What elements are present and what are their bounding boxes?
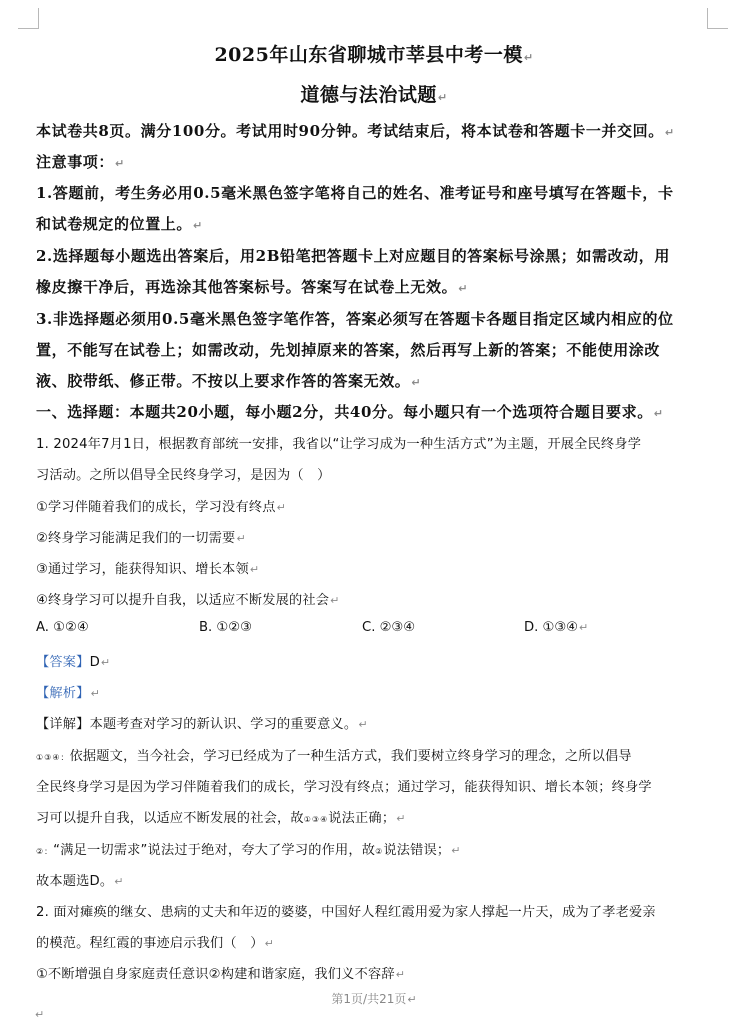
question-1-statement-2: ②终身学习能满足我们的一切需要↵ (36, 531, 246, 546)
question-1-statement-1: ①学习伴随着我们的成长，学习没有终点↵ (36, 500, 287, 515)
analysis-line: 【解析】↵ (36, 686, 100, 701)
page-footer: 第1页/共21页↵ (331, 992, 417, 1006)
question-1-stem-line-1: 1. 2024年7月1日，根据教育部统一安排，我省以“让学习成为一种生活方式”为主题，开展全民终身学 (36, 437, 642, 452)
notice-2-line-1: 2.选择题每小题选出答案后，用2B铅笔把答题卡上对应题目的答案标号涂黑；如需改动，用 (36, 247, 670, 265)
notice-3-line-2: 置，不能写在试卷上；如需改动，先划掉原来的答案，然后再写上新的答案；不能使用涂改 (36, 341, 661, 359)
detail-line: 【详解】本题考查对学习的新认识、学习的重要意义。↵ (36, 717, 368, 732)
explanation-line-4: ②：“满足一切需求”说法过于绝对，夸大了学习的作用，故②说法错误；↵ (36, 843, 461, 858)
notice-2-line-2: 橡皮擦干净后，再选涂其他答案标号。答案写在试卷上无效。↵ (36, 278, 469, 296)
exam-subtitle: 道德与法治试题↵ (300, 84, 448, 106)
intro-line: 本试卷共8页。满分100分。考试用时90分钟。考试结束后，将本试卷和答题卡一并交回。↵ (36, 122, 675, 140)
notice-1-line-2: 和试卷规定的位置上。↵ (36, 215, 203, 233)
exam-title: 2025年山东省聊城市莘县中考一模↵ (214, 44, 534, 66)
option-d: D. ①③④↵ (524, 620, 589, 635)
question-1-statement-3: ③通过学习，能获得知识、增长本领↵ (36, 562, 260, 577)
question-2-stem-line-1: 2. 面对瘫痪的继女、患病的丈夫和年迈的婆婆，中国好人程红霞用爱为家人撑起一片天，成为了孝老爱亲 (36, 905, 656, 920)
question-2-statements: ①不断增强自身家庭责任意识②构建和谐家庭，我们义不容辞↵ (36, 967, 406, 982)
question-2-stem-line-2: 的模范。程红霞的事迹启示我们（ ）↵ (36, 936, 275, 951)
option-b: B. ①②③ (199, 620, 252, 635)
detail-label: 【详解】 (36, 717, 90, 732)
crop-mark-top-right (707, 8, 728, 29)
option-a: A. ①②④ (36, 620, 89, 635)
explanation-line-3: 习可以提升自我，以适应不断发展的社会，故①③④说法正确；↵ (36, 811, 406, 826)
answer-value: D (89, 655, 100, 670)
notice-1-line-1: 1.答题前，考生务必用0.5毫米黑色签字笔将自己的姓名、准考证号和座号填写在答题卡，卡 (36, 184, 674, 202)
analysis-label: 【解析】 (36, 686, 90, 701)
answer-line: 【答案】D↵ (36, 655, 111, 670)
crop-mark-top-left (18, 8, 39, 29)
page-number: 第1页/共21页 (331, 992, 407, 1006)
option-c: C. ②③④ (362, 620, 416, 635)
explanation-line-2: 全民终身学习是因为学习伴随着我们的成长，学习没有终点；通过学习，能获得知识、增长本领；终身学 (36, 780, 652, 795)
notice-heading: 注意事项：↵ (36, 153, 125, 171)
question-1-statement-4: ④终身学习可以提升自我，以适应不断发展的社会↵ (36, 593, 340, 608)
answer-label: 【答案】 (36, 655, 90, 670)
question-1-stem-line-2: 习活动。之所以倡导全民终身学习，是因为（ ） (36, 468, 331, 483)
explanation-line-1: ①③④：依据题文，当今社会，学习已经成为了一种生活方式，我们要树立终身学习的理念，之所以倡导 (36, 749, 632, 764)
conclusion-line: 故本题选D。↵ (36, 874, 124, 889)
section-heading: 一、选择题：本题共20小题，每小题2分，共40分。每小题只有一个选项符合题目要求。↵ (36, 403, 664, 421)
notice-3-line-3: 液、胶带纸、修正带。不按以上要求作答的答案无效。↵ (36, 372, 422, 390)
end-paragraph-mark: ↵ (35, 1008, 45, 1021)
notice-3-line-1: 3.非选择题必须用0.5毫米黑色签字笔作答，答案必须写在答题卡各题目指定区域内相应的位 (36, 310, 674, 328)
